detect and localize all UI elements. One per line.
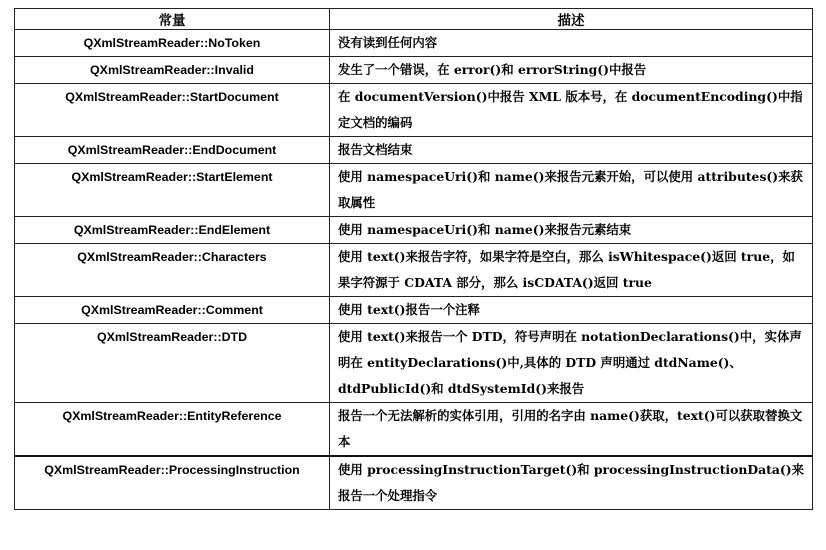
description-cell: 在 documentVersion()中报告 XML 版本号，在 documentEncoding()中指定文档的编码	[330, 84, 813, 137]
table-row	[15, 57, 813, 84]
table-header-row	[15, 9, 813, 30]
constant-cell: QXmlStreamReader::Invalid	[15, 57, 330, 84]
table-row	[15, 324, 813, 403]
constant-cell: QXmlStreamReader::EndDocument	[15, 137, 330, 164]
constant-cell: QXmlStreamReader::NoToken	[15, 30, 330, 57]
constant-cell: QXmlStreamReader::DTD	[15, 324, 330, 403]
constant-cell: QXmlStreamReader::EndElement	[15, 217, 330, 244]
table-row	[15, 30, 813, 57]
table-row	[15, 84, 813, 137]
description-cell: 使用 text()来报告一个 DTD，符号声明在 notationDeclarations()中，实体声明在 entityDeclarations()中,具体的 DTD 声明通过 dtdName()、dtdPublicId()和 dtdSystemId()来报告	[330, 324, 813, 403]
table-row	[15, 217, 813, 244]
table-row	[15, 297, 813, 324]
constant-cell: QXmlStreamReader::Characters	[15, 244, 330, 297]
description-cell: 报告文档结束	[330, 137, 813, 164]
xml-token-table	[14, 8, 813, 510]
table-row	[15, 456, 813, 510]
constant-cell: QXmlStreamReader::StartElement	[15, 164, 330, 217]
description-cell: 使用 namespaceUri()和 name()来报告元素结束	[330, 217, 813, 244]
table-row	[15, 164, 813, 217]
table-row	[15, 137, 813, 164]
constant-cell: QXmlStreamReader::StartDocument	[15, 84, 330, 137]
header-description: 描述	[330, 9, 813, 30]
description-cell: 报告一个无法解析的实体引用，引用的名字由 name()获取，text()可以获取替换文本	[330, 403, 813, 457]
description-cell: 使用 text()来报告字符，如果字符是空白，那么 isWhitespace()返回 true，如果字符源于 CDATA 部分，那么 isCDATA()返回 true	[330, 244, 813, 297]
table-row	[15, 403, 813, 457]
description-cell: 发生了一个错误，在 error()和 errorString()中报告	[330, 57, 813, 84]
header-constant: 常量	[15, 9, 330, 30]
constant-cell: QXmlStreamReader::ProcessingInstruction	[15, 456, 330, 510]
constant-cell: QXmlStreamReader::Comment	[15, 297, 330, 324]
description-cell: 没有读到任何内容	[330, 30, 813, 57]
description-cell: 使用 namespaceUri()和 name()来报告元素开始，可以使用 attributes()来获取属性	[330, 164, 813, 217]
description-cell: 使用 processingInstructionTarget()和 processingInstructionData()来报告一个处理指令	[330, 456, 813, 510]
description-cell: 使用 text()报告一个注释	[330, 297, 813, 324]
table-row	[15, 244, 813, 297]
constant-cell: QXmlStreamReader::EntityReference	[15, 403, 330, 457]
